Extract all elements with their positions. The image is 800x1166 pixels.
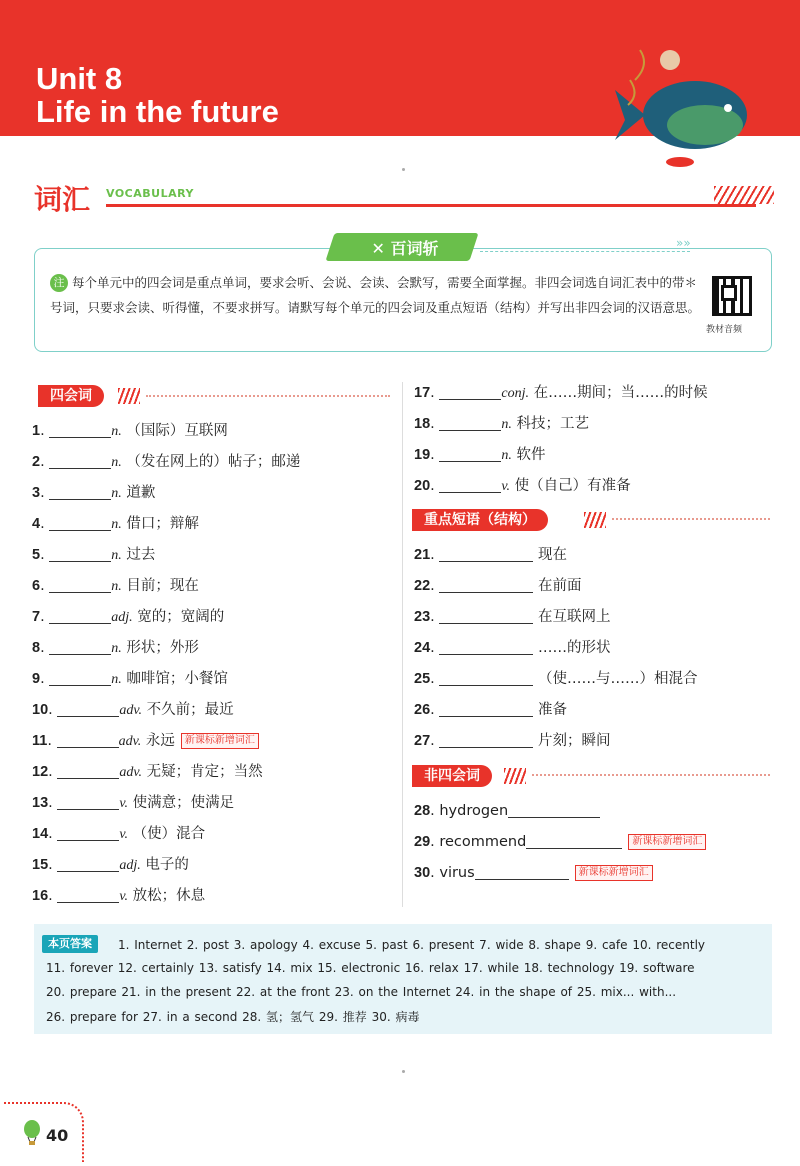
phrase-meaning: 准备 bbox=[537, 702, 567, 718]
part-of-speech: n. bbox=[111, 517, 122, 532]
word-meaning: 使满意；使满足 bbox=[132, 795, 235, 811]
unit-title bbox=[36, 62, 279, 128]
answer-blank[interactable] bbox=[439, 446, 501, 462]
word-meaning: 永远 bbox=[145, 733, 175, 749]
part-of-speech: v. bbox=[119, 889, 129, 904]
part-of-speech: n. bbox=[111, 641, 122, 656]
answer-blank[interactable] bbox=[49, 422, 111, 438]
phrase-item: 24. ……的形状 bbox=[414, 640, 611, 656]
word-item: 4. n. 借口；辩解 bbox=[32, 516, 199, 532]
page-number: 40 bbox=[46, 1126, 69, 1145]
section-nonfour-words: 非四会词 bbox=[412, 765, 492, 787]
item-number: 5 bbox=[32, 547, 41, 563]
word-item: 6. n. 目前；现在 bbox=[32, 578, 199, 594]
word-meaning: 使（自己）有准备 bbox=[514, 478, 631, 494]
answer-blank[interactable] bbox=[57, 701, 119, 717]
part-of-speech: n. bbox=[111, 455, 122, 470]
dashed-decor bbox=[254, 240, 324, 252]
word-meaning: 道歉 bbox=[126, 485, 156, 501]
phrase-meaning: ……的形状 bbox=[537, 640, 611, 656]
answer-blank[interactable] bbox=[439, 639, 533, 655]
item-number: 22 bbox=[414, 578, 431, 594]
item-number: 7 bbox=[32, 609, 41, 625]
item-number: 6 bbox=[32, 578, 41, 594]
phrase-meaning: 现在 bbox=[537, 547, 567, 563]
word-item: 11. adv. 永远 新课标新增词汇 bbox=[32, 731, 259, 752]
stripes-decor bbox=[118, 388, 140, 404]
part-of-speech: v. bbox=[501, 479, 511, 494]
part-of-speech: n. bbox=[111, 548, 122, 563]
item-number: 1 bbox=[32, 423, 41, 439]
dotted-rule bbox=[146, 395, 390, 397]
balloon-icon bbox=[22, 1120, 42, 1146]
dotted-rule bbox=[532, 774, 770, 776]
item-number: 18 bbox=[414, 416, 431, 432]
word-item: 8. n. 形状；外形 bbox=[32, 640, 199, 656]
answer-blank[interactable] bbox=[439, 701, 533, 717]
phrase-meaning: 在互联网上 bbox=[537, 609, 611, 625]
item-number: 9 bbox=[32, 671, 41, 687]
answer-blank[interactable] bbox=[526, 833, 622, 849]
word-meaning: 电子的 bbox=[145, 857, 189, 873]
part-of-speech: adv. bbox=[119, 765, 143, 780]
word-meaning: 咖啡馆；小餐馆 bbox=[126, 671, 228, 687]
word-meaning: 形状；外形 bbox=[126, 640, 199, 656]
answer-blank[interactable] bbox=[439, 415, 501, 431]
word-item: 15. adj. 电子的 bbox=[32, 857, 189, 873]
phrase-meaning: （使……与……）相混合 bbox=[537, 671, 698, 687]
item-number: 10 bbox=[32, 702, 49, 718]
unit-number: Unit 8 bbox=[36, 61, 123, 96]
part-of-speech: conj. bbox=[501, 386, 529, 401]
answer-blank[interactable] bbox=[49, 484, 111, 500]
new-word-badge: 新课标新增词汇 bbox=[181, 733, 259, 749]
item-number: 11 bbox=[32, 733, 48, 749]
note-icon: 注 bbox=[50, 274, 68, 292]
answer-blank[interactable] bbox=[57, 732, 119, 748]
item-number: 26 bbox=[414, 702, 431, 718]
item-number: 19 bbox=[414, 447, 431, 463]
vocabulary-title-en: VOCABULARY bbox=[106, 187, 194, 200]
word-item: 14. v. （使）混合 bbox=[32, 826, 206, 842]
footer-decor bbox=[4, 1102, 84, 1162]
word-item: 17. conj. 在……期间；当……的时候 bbox=[414, 385, 708, 401]
english-word: recommend bbox=[439, 834, 527, 850]
item-number: 27 bbox=[414, 733, 431, 749]
word-meaning: 无疑；肯定；当然 bbox=[146, 764, 263, 780]
item-number: 2 bbox=[32, 454, 41, 470]
answer-blank[interactable] bbox=[439, 384, 501, 400]
word-meaning: 科技；工艺 bbox=[516, 416, 589, 432]
word-meaning: 过去 bbox=[126, 547, 156, 563]
section-key-phrases: 重点短语（结构） bbox=[412, 509, 548, 531]
part-of-speech: n. bbox=[111, 486, 122, 501]
word-meaning: 放松；休息 bbox=[132, 888, 206, 904]
answers-line-4: 26. prepare for 27. in a second 28. 氢；氢气 29. 推荐 30. 病毒 bbox=[46, 1010, 420, 1024]
item-number: 28 bbox=[414, 803, 431, 819]
answer-blank[interactable] bbox=[49, 546, 111, 562]
answer-blank[interactable] bbox=[439, 732, 533, 748]
word-item: 5. n. 过去 bbox=[32, 547, 156, 563]
part-of-speech: adj. bbox=[111, 610, 133, 625]
part-of-speech: n. bbox=[501, 448, 512, 463]
item-number: 4 bbox=[32, 516, 41, 532]
decor-dot bbox=[402, 1070, 405, 1073]
word-meaning: 宽的；宽阔的 bbox=[137, 609, 225, 625]
answer-blank[interactable] bbox=[57, 856, 119, 872]
answer-blank[interactable] bbox=[439, 670, 533, 686]
word-item: 9. n. 咖啡馆；小餐馆 bbox=[32, 671, 228, 687]
phrase-item: 23. 在互联网上 bbox=[414, 609, 611, 625]
english-word: hydrogen bbox=[439, 803, 509, 819]
word-item: 3. n. 道歉 bbox=[32, 485, 156, 501]
vocabulary-rule bbox=[106, 204, 756, 207]
nonfour-item: 28. hydrogen bbox=[414, 801, 600, 821]
part-of-speech: adj. bbox=[119, 858, 141, 873]
new-word-badge: 新课标新增词汇 bbox=[628, 834, 706, 850]
word-item: 16. v. 放松；休息 bbox=[32, 888, 206, 904]
part-of-speech: v. bbox=[119, 827, 129, 842]
nonfour-item: 30. virus 新课标新增词汇 bbox=[414, 863, 653, 883]
word-meaning: 不久前；最近 bbox=[146, 702, 234, 718]
answers-label: 本页答案 bbox=[42, 935, 98, 953]
item-number: 30 bbox=[414, 865, 431, 881]
item-number: 23 bbox=[414, 609, 431, 625]
word-item: 19. n. 软件 bbox=[414, 447, 546, 463]
phrase-meaning: 在前面 bbox=[537, 578, 582, 594]
answer-blank[interactable] bbox=[49, 453, 111, 469]
part-of-speech: n. bbox=[501, 417, 512, 432]
word-meaning: （国际）互联网 bbox=[126, 423, 228, 439]
part-of-speech: n. bbox=[111, 672, 122, 687]
column-divider bbox=[402, 382, 403, 907]
phrase-meaning: 片刻；瞬间 bbox=[537, 733, 611, 749]
note-body: 每个单元中的四会词是重点单词，要求会听、会说、会读、会默写，需要全面掌握。非四会词选自词汇表中的带＊号词，只要求会读、听得懂，不要求拼写。请默写每个单元的四会词及重点短语（结构）并写出非四会词的汉语意思。 bbox=[50, 275, 701, 315]
word-item: 2. n. （发在网上的）帖子；邮递 bbox=[32, 454, 301, 470]
answers-line-2: 11. forever 12. certainly 13. satisfy 14. mix 15. electronic 16. relax 17. while 18. technology 19. software bbox=[46, 961, 695, 975]
answer-blank[interactable] bbox=[57, 763, 119, 779]
item-number: 25 bbox=[414, 671, 431, 687]
answer-blank[interactable] bbox=[475, 864, 569, 880]
part-of-speech: adv. bbox=[118, 734, 142, 749]
phrase-item: 26. 准备 bbox=[414, 702, 567, 718]
word-item: 1. n. （国际）互联网 bbox=[32, 423, 228, 439]
phrase-item: 27. 片刻；瞬间 bbox=[414, 733, 611, 749]
decor-dot bbox=[402, 168, 405, 171]
answer-blank[interactable] bbox=[49, 577, 111, 593]
answer-blank[interactable] bbox=[508, 802, 600, 818]
answers-line-1: 1. Internet 2. post 3. apology 4. excuse 5. past 6. present 7. wide 8. shape 9. cafe 10. recently bbox=[118, 938, 706, 952]
stripes-decor bbox=[584, 512, 606, 528]
section-four-words: 四会词 bbox=[38, 385, 104, 407]
new-word-badge: 新课标新增词汇 bbox=[575, 865, 653, 881]
item-number: 21 bbox=[414, 547, 431, 563]
answer-blank[interactable] bbox=[439, 477, 501, 493]
answers-line-3: 20. prepare 21. in the present 22. at the front 23. on the Internet 24. in the shape of 25. mix... with... bbox=[46, 985, 677, 999]
item-number: 24 bbox=[414, 640, 431, 656]
qr-label: 教材音频 bbox=[706, 325, 743, 335]
word-item: 12. adv. 无疑；肯定；当然 bbox=[32, 764, 263, 780]
stripes-decor bbox=[714, 186, 774, 204]
nonfour-item: 29. recommend 新课标新增词汇 bbox=[414, 832, 706, 852]
whale-illustration-icon bbox=[610, 20, 760, 170]
item-number: 16 bbox=[32, 888, 49, 904]
word-meaning: 借口；辩解 bbox=[126, 516, 199, 532]
stripes-decor bbox=[504, 768, 526, 784]
item-number: 17 bbox=[414, 385, 431, 401]
banner-title: ✕ 百词斩 bbox=[371, 239, 439, 258]
answer-blank[interactable] bbox=[57, 794, 119, 810]
answer-blank[interactable] bbox=[57, 887, 119, 903]
note-text bbox=[50, 270, 700, 320]
unit-topic: Life in the future bbox=[36, 94, 279, 129]
word-meaning: （发在网上的）帖子；邮递 bbox=[126, 454, 301, 470]
item-number: 14 bbox=[32, 826, 49, 842]
part-of-speech: adv. bbox=[119, 703, 143, 718]
item-number: 13 bbox=[32, 795, 49, 811]
vocabulary-title-cn: 词汇 bbox=[34, 183, 91, 216]
item-number: 20 bbox=[414, 478, 431, 494]
banner-label: 百词斩 bbox=[390, 239, 439, 258]
dotted-rule bbox=[612, 518, 770, 520]
word-item: 20. v. 使（自己）有准备 bbox=[414, 478, 631, 494]
word-meaning: 目前；现在 bbox=[126, 578, 199, 594]
item-number: 8 bbox=[32, 640, 41, 656]
chevron-decor-icon: »» bbox=[676, 236, 691, 250]
part-of-speech: v. bbox=[119, 796, 129, 811]
word-item: 10. adv. 不久前；最近 bbox=[32, 702, 234, 718]
answer-blank[interactable] bbox=[439, 546, 533, 562]
word-meaning: 软件 bbox=[516, 447, 546, 463]
item-number: 15 bbox=[32, 857, 49, 873]
dashed-decor bbox=[480, 240, 690, 252]
vocabulary-heading bbox=[34, 178, 774, 218]
word-item: 13. v. 使满意；使满足 bbox=[32, 795, 235, 811]
phrase-item: 21. 现在 bbox=[414, 547, 567, 563]
word-item: 7. adj. 宽的；宽阔的 bbox=[32, 609, 225, 625]
item-number: 29 bbox=[414, 834, 431, 850]
answer-blank[interactable] bbox=[49, 639, 111, 655]
answer-blank[interactable] bbox=[57, 825, 119, 841]
word-item: 18. n. 科技；工艺 bbox=[414, 416, 589, 432]
item-number: 3 bbox=[32, 485, 41, 501]
part-of-speech: n. bbox=[111, 424, 122, 439]
answer-blank[interactable] bbox=[49, 515, 111, 531]
phrase-item: 25. （使……与……）相混合 bbox=[414, 671, 698, 687]
word-meaning: 在……期间；当……的时候 bbox=[533, 385, 708, 401]
english-word: virus bbox=[439, 865, 475, 881]
phrase-item: 22. 在前面 bbox=[414, 578, 582, 594]
word-meaning: （使）混合 bbox=[132, 826, 206, 842]
part-of-speech: n. bbox=[111, 579, 122, 594]
answer-blank[interactable] bbox=[49, 670, 111, 686]
answer-blank[interactable] bbox=[49, 608, 111, 624]
answer-blank[interactable] bbox=[439, 577, 533, 593]
qr-code-icon[interactable] bbox=[712, 276, 752, 316]
item-number: 12 bbox=[32, 764, 49, 780]
answer-blank[interactable] bbox=[439, 608, 533, 624]
